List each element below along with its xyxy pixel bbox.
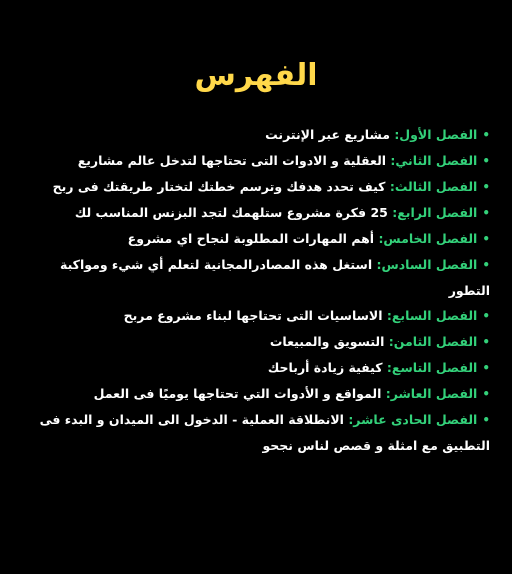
chapter-11-item	[18, 407, 490, 458]
chapter-3-item	[18, 174, 490, 200]
chapter-title: الانطلاقة العملية - الدخول الى الميدان و البدء فى التطبيق مع امثلة و قصص لناس نجحو	[39, 412, 490, 453]
bullet-icon: •	[482, 232, 490, 246]
chapter-10-item	[18, 381, 490, 407]
chapter-label: الفصل الحادى عاشر:	[348, 412, 478, 427]
bullet-icon: •	[482, 413, 490, 427]
chapter-title: كيفية زيادة أرباحك	[267, 360, 383, 375]
chapter-title: 25 فكرة مشروع ستلهمك لتجد البزنس المناسب لك	[74, 205, 388, 220]
chapter-1-item	[18, 122, 490, 148]
bullet-icon: •	[482, 387, 490, 401]
chapter-9-item	[18, 355, 490, 381]
table-of-contents	[18, 122, 490, 458]
bullet-icon: •	[482, 180, 490, 194]
chapter-title: مشاريع عبر الإنترنت	[265, 127, 390, 142]
chapter-title: الاساسيات التى تحتاجها لبناء مشروع مربح	[123, 308, 383, 323]
chapter-title: التسويق والمبيعات	[269, 334, 385, 349]
bullet-icon: •	[482, 335, 490, 349]
chapter-4-item	[18, 200, 490, 226]
chapter-title: المواقع و الأدوات التي تحتاجها يوميًا فى العمل	[93, 386, 382, 401]
chapter-label: الفصل الأول:	[394, 127, 478, 142]
chapter-label: الفصل الرابع:	[392, 205, 478, 220]
bullet-icon: •	[482, 258, 490, 272]
bullet-icon: •	[482, 128, 490, 142]
chapter-7-item	[18, 303, 490, 329]
chapter-6-item	[18, 252, 490, 303]
chapter-label: الفصل الخامس:	[378, 231, 478, 246]
page-title: الفهرس	[194, 58, 318, 93]
bullet-icon: •	[482, 361, 490, 375]
bullet-icon: •	[482, 309, 490, 323]
chapter-label: الفصل التاسع:	[386, 360, 478, 375]
chapter-title: استغل هذه المصادرالمجانية لتعلم أي شيء ومواكبة التطور	[60, 257, 490, 298]
chapter-title: العقلية و الادوات التى تحتاجها لتدخل عالم مشاريع	[77, 153, 387, 168]
chapter-label: الفصل الثامن:	[388, 334, 478, 349]
chapter-label: الفصل الثالث:	[389, 179, 478, 194]
chapter-title: أهم المهارات المطلوبة لنجاح اي مشروع	[127, 231, 375, 246]
chapter-2-item	[18, 148, 490, 174]
chapter-label: الفصل السادس:	[376, 257, 478, 272]
chapter-label: الفصل العاشر:	[385, 386, 478, 401]
chapter-8-item	[18, 329, 490, 355]
bullet-icon: •	[482, 206, 490, 220]
chapter-title: كيف تحدد هدفك وترسم خطتك لتختار طريقتك فى ربح	[52, 179, 386, 194]
bullet-icon: •	[482, 154, 490, 168]
chapter-5-item	[18, 226, 490, 252]
chapter-label: الفصل الثاني:	[390, 153, 478, 168]
chapter-label: الفصل السابع:	[386, 308, 478, 323]
